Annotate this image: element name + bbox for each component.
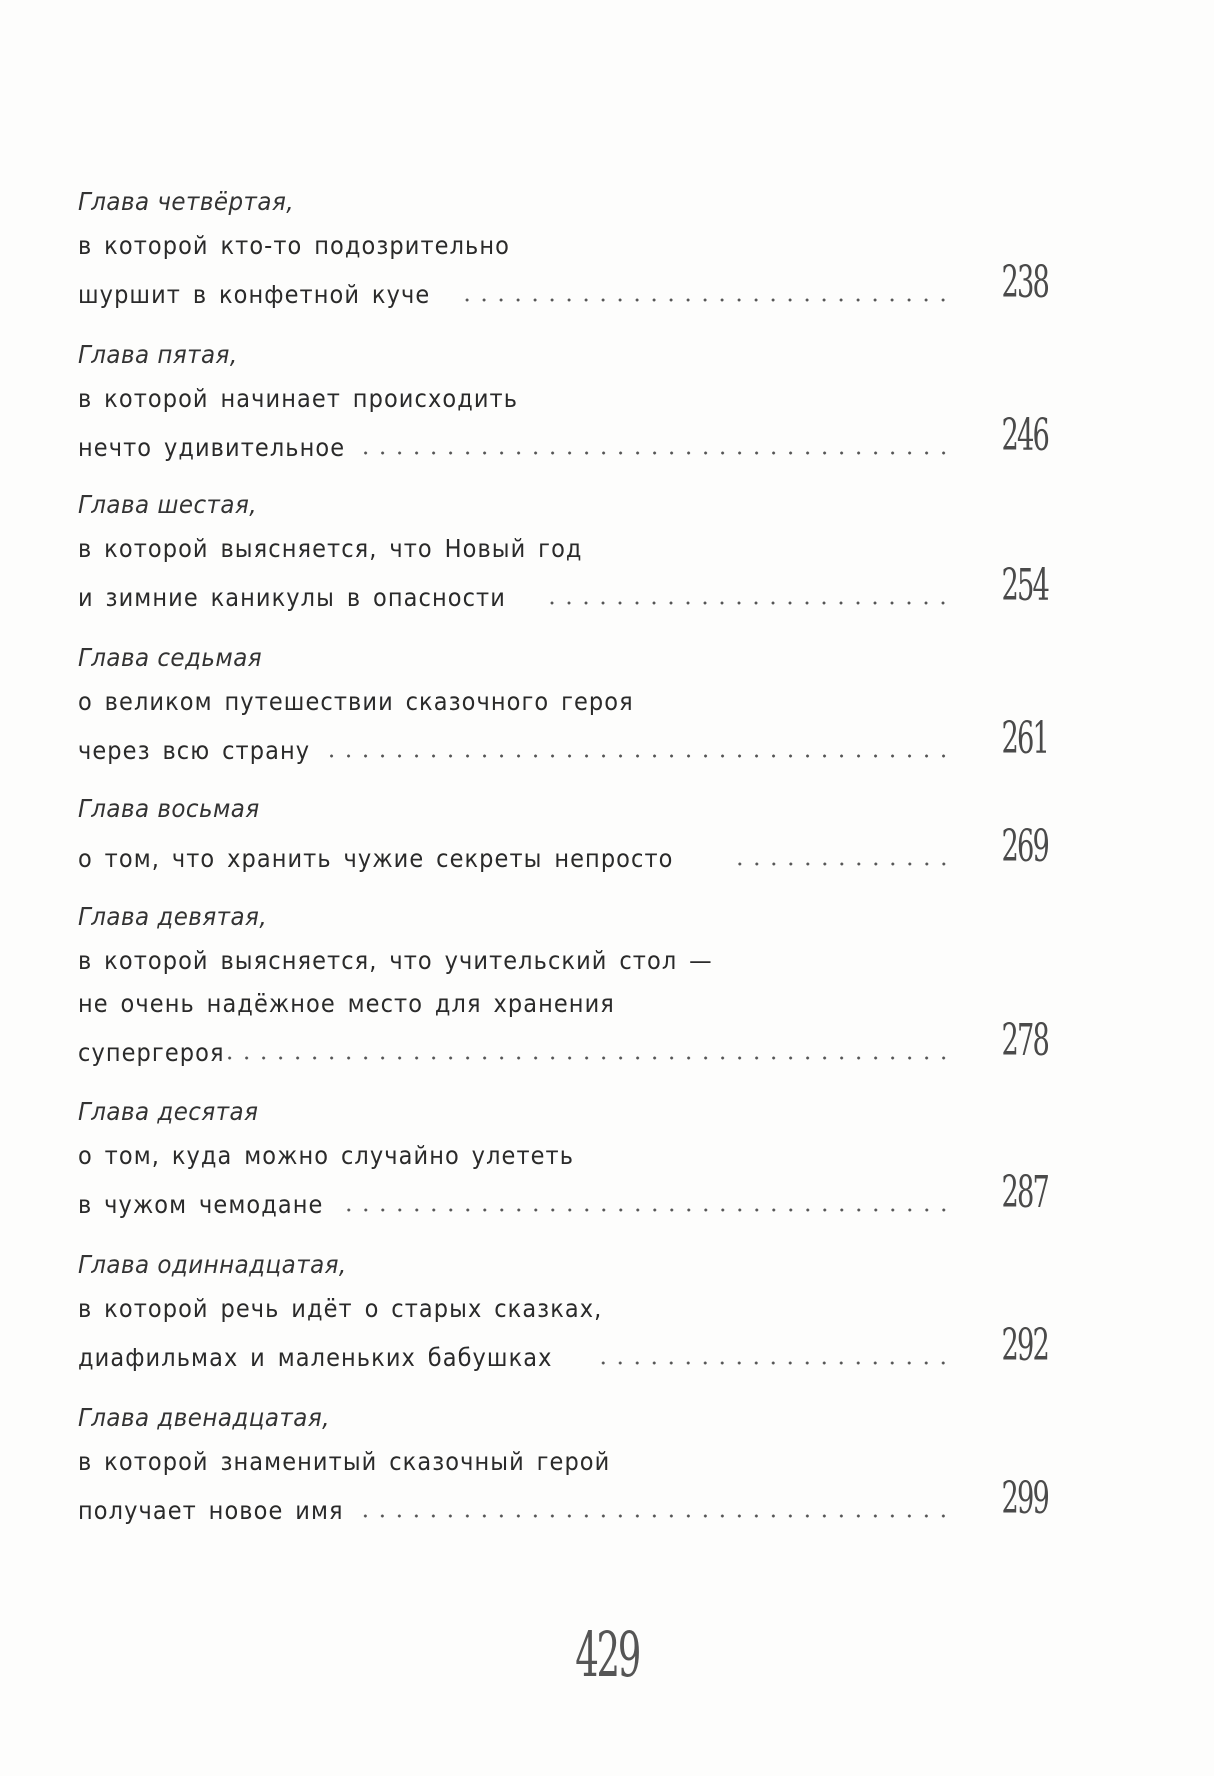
dot-leader xyxy=(539,599,952,607)
toc-entry xyxy=(78,1396,1048,1526)
chapter-title: Глава одиннадцатая, xyxy=(78,1250,347,1279)
chapter-title: Глава восьмая xyxy=(78,794,260,823)
chapter-subtitle-line: в которой знаменитый сказочный герой xyxy=(78,1447,611,1476)
chapter-subtitle-line: в чужом чемодане 287 xyxy=(78,1167,1048,1219)
page-number[interactable]: 238 xyxy=(1001,257,1048,308)
page-number[interactable]: 292 xyxy=(1001,1320,1048,1371)
toc-entry xyxy=(78,1243,1048,1373)
chapter-subtitle-line: диафильмах и маленьких бабушках 292 xyxy=(78,1320,1048,1372)
chapter-title: Глава шестая, xyxy=(78,490,258,519)
chapter-subtitle-line: шуршит в конфетной куче 238 xyxy=(78,257,1048,309)
chapter-subtitle-line: и зимние каникулы в опасности 254 xyxy=(78,560,1048,612)
dot-leader xyxy=(359,1512,952,1520)
toc-entry xyxy=(78,787,1048,874)
page-number[interactable]: 254 xyxy=(1001,560,1048,611)
page-number[interactable]: 261 xyxy=(1001,713,1048,764)
chapter-subtitle-line: в которой выясняется, что Новый год xyxy=(78,534,583,563)
toc-entry xyxy=(78,636,1048,766)
chapter-subtitle-line: получает новое имя 299 xyxy=(78,1473,1048,1525)
chapter-title: Глава пятая, xyxy=(78,340,238,369)
chapter-subtitle-line: о том, куда можно случайно улететь xyxy=(78,1141,575,1170)
toc-entry xyxy=(78,180,1048,310)
chapter-subtitle-line: нечто удивительное 246 xyxy=(78,410,1048,462)
toc-entry xyxy=(78,895,1048,1068)
page-number[interactable]: 246 xyxy=(1001,410,1048,461)
page-number[interactable]: 278 xyxy=(1001,1015,1048,1066)
chapter-subtitle-line: о великом путешествии сказочного героя xyxy=(78,687,634,716)
chapter-subtitle-line: в которой выясняется, что учительский стол — xyxy=(78,946,713,975)
chapter-title: Глава девятая, xyxy=(78,902,268,931)
page-number[interactable]: 299 xyxy=(1001,1473,1048,1524)
chapter-subtitle-line: о том, что хранить чужие секреты непросто 269 xyxy=(78,821,1048,873)
dot-leader xyxy=(361,449,952,457)
dot-leader xyxy=(455,296,952,304)
dot-leader xyxy=(726,860,952,868)
dot-leader xyxy=(227,1054,952,1062)
chapter-subtitle-line: в которой кто-то подозрительно xyxy=(78,231,511,260)
dot-leader xyxy=(337,1206,952,1214)
chapter-title: Глава двенадцатая, xyxy=(78,1403,330,1432)
footer-page-number: 429 xyxy=(575,1618,639,1691)
page-number[interactable]: 269 xyxy=(1001,821,1048,872)
toc-entry xyxy=(78,1090,1048,1220)
chapter-title: Глава седьмая xyxy=(78,643,263,672)
toc-entry xyxy=(78,333,1048,463)
chapter-subtitle-line: не очень надёжное место для хранения xyxy=(78,989,615,1018)
chapter-subtitle-line: в которой речь идёт о старых сказках, xyxy=(78,1294,603,1323)
dot-leader xyxy=(322,752,952,760)
chapter-subtitle-line: в которой начинает происходить xyxy=(78,384,519,413)
dot-leader xyxy=(591,1359,952,1367)
page-number[interactable]: 287 xyxy=(1001,1167,1048,1218)
chapter-title: Глава десятая xyxy=(78,1097,259,1126)
chapter-title: Глава четвёртая, xyxy=(78,187,295,216)
chapter-subtitle-line: супергероя 278 xyxy=(78,1015,1048,1067)
toc-entry xyxy=(78,483,1048,613)
chapter-subtitle-line: через всю страну 261 xyxy=(78,713,1048,765)
